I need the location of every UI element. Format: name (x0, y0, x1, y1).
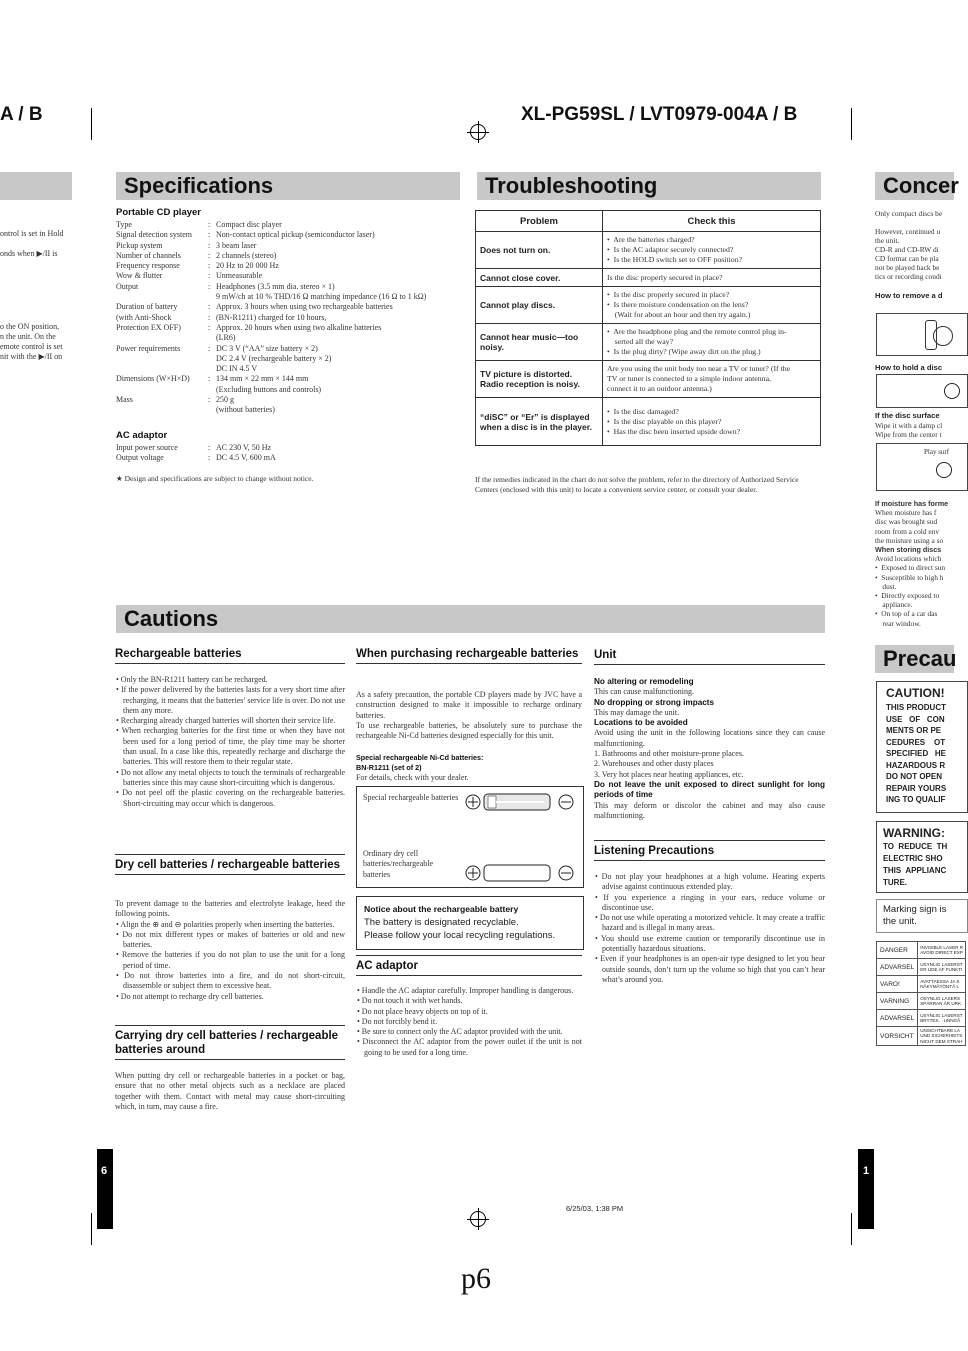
text-line: dust. (875, 581, 897, 591)
spec-colon (208, 364, 216, 374)
unit-heading: Unit (594, 648, 825, 665)
special-battery-label: Special rechargeable batteries (363, 793, 459, 802)
text-line: the moisture using a so (875, 535, 944, 545)
check-line: Are you using the unit body too near a TV or tuner? (If the (607, 364, 791, 373)
notice-line1: The battery is designated recyclable. (364, 917, 519, 928)
text-line: • Directly exposed to (875, 591, 940, 601)
list-item: • Even if your headphones is an open-air type designed to let you hear outside sounds, don’t turn up the volume so high that you can’t hear what’s around you. (595, 954, 825, 984)
check-line: TV or tuner is connected to a simple indoor antenna, (607, 374, 771, 383)
notice-line2: Please follow your local recycling regulations. (364, 930, 556, 941)
spec-row (116, 364, 461, 374)
spec-key: Power requirements (116, 343, 181, 353)
specifications-title: Specifications (124, 173, 274, 198)
spec-key: Frequency response (116, 261, 180, 271)
table-row (476, 287, 821, 324)
warning-title: WARNING: (883, 826, 945, 840)
text-line: ELECTRIC SHO (883, 854, 943, 863)
cautions-banner (116, 605, 825, 633)
unit-text3: Avoid using the unit in the following locations since they can cause malfunctioning. (594, 728, 825, 748)
play-surface-figure (876, 443, 968, 491)
spec-key: Output (116, 281, 139, 291)
list-item: • Do not throw batteries into a fire, and do not short-circuit, disassemble or subject them to excessive heat. (116, 971, 345, 991)
disc-icon (936, 462, 952, 478)
text-line: Only compact discs be (875, 209, 943, 218)
spec-row (116, 333, 461, 343)
purchasing-text: As a safety precaution, the portable CD players made by JVC have a construction designed to make it impossible to recharge ordinary batteries. To use rechargeable batteries, be absolutely sure to purchase the rechargeable Ni-Cd batteries designed especially for this unit. (356, 690, 582, 741)
registration-mark-top (470, 124, 486, 140)
dealer-text: For details, check with your dealer. (356, 773, 469, 782)
portable-heading: Portable CD player (116, 207, 201, 218)
unit-text4: This may deform or discolor the cabinet and may also cause malfunctioning. (594, 800, 825, 820)
check-cell (603, 324, 821, 361)
caution-box (876, 681, 968, 813)
spec-colon: : (208, 453, 211, 463)
text-line: • Exposed to direct sun (875, 563, 946, 573)
problem-cell: Cannot hear music—too noisy. (476, 324, 603, 361)
check-cell (603, 232, 821, 269)
cautions-title: Cautions (124, 606, 219, 631)
text-line (875, 218, 954, 227)
spec-value: 134 mm × 22 mm × 144 mm (216, 374, 309, 384)
check-line: • Are the batteries charged? (607, 235, 695, 244)
spec-colon: : (208, 220, 211, 229)
check-line: • Is the plug dirty? (Wipe away dirt on the plug.) (607, 347, 761, 356)
ordinary-battery-icon (464, 864, 576, 882)
check-cell (603, 269, 821, 287)
warning-lines (883, 841, 947, 889)
hold-disc-heading: How to hold a disc (875, 363, 943, 372)
warning-box (876, 821, 968, 893)
spec-key: Signal detection system (116, 230, 192, 240)
caution-title: CAUTION! (886, 686, 945, 700)
moisture-heading: If moisture has forme (875, 499, 949, 508)
spec-value: AC 230 V, 50 Hz (216, 443, 272, 452)
precautions-banner (875, 645, 957, 673)
concerns-text (875, 209, 954, 281)
caution-lines (886, 702, 946, 806)
drycell-heading: Dry cell batteries / rechargeable batteries (115, 854, 345, 875)
spec-row (116, 323, 461, 333)
check-line: • Is the HOLD switch set to OFF position? (607, 255, 743, 264)
check-line: Is the disc properly secured in place? (607, 272, 723, 282)
unit-text2: This may damage the unit. (594, 707, 680, 717)
spec-key: Dimensions (W×H×D) (116, 374, 190, 384)
check-line: • Is the disc damaged? (607, 406, 679, 416)
hand-icon (925, 320, 937, 350)
text-line: CEDURES OT (886, 737, 946, 747)
spec-colon: : (208, 322, 211, 332)
laser-label-row (877, 993, 966, 1010)
spec-key: Wow & flutter (116, 271, 163, 281)
ac-adaptor-list (356, 986, 582, 1058)
text-line: the unit. (875, 236, 900, 245)
text-line: not be played back be (875, 263, 940, 272)
spec-value: (Excluding buttons and controls) (216, 384, 322, 394)
spec-row (116, 405, 461, 415)
spec-value: DC 4.5 V, 600 mA (216, 453, 276, 463)
text-line: • On top of a car das (875, 609, 938, 619)
column-check: Check this (603, 211, 821, 232)
spec-colon (208, 385, 216, 395)
play-surface-label: Play surf (924, 448, 950, 456)
rechargeable-heading: Rechargeable batteries (115, 647, 345, 664)
spec-value: Compact disc player (216, 220, 282, 229)
unit-text1: This can cause malfunctioning. (594, 687, 694, 697)
list-item: • Do not play your headphones at a high volume. Hearing experts advise against continuous extended play. (595, 872, 825, 892)
disc-icon (944, 383, 960, 399)
concerns-banner (875, 172, 959, 200)
spec-colon: : (208, 302, 211, 312)
text-line: MENTS OR PE (886, 726, 942, 735)
spec-row (116, 261, 461, 271)
print-timestamp: 6/25/03, 1:38 PM (566, 1204, 624, 1213)
special-battery-icon (464, 793, 576, 811)
label-key: DANGER (877, 942, 918, 959)
carrying-heading: Carrying dry cell batteries / rechargeable batteries around (115, 1025, 345, 1060)
list-item: • When recharging batteries for the first time or when they have not been used for a long period of time, the play time may be shorter than usual. In a case like this, repeatedly recharge and discharge the batteries. This will restore them to their regular state. (116, 726, 345, 767)
text-line: appliance. (875, 600, 913, 610)
text-line: However, continued u (875, 227, 941, 236)
check-line: connect it to an outdoor antenna.) (607, 384, 712, 393)
crop-line (851, 108, 852, 140)
disc-surface-text: Wipe it with a damp cl Wipe from the center t (875, 421, 943, 439)
list-item: • Handle the AC adaptor carefully. Improper handling is dangerous. (357, 986, 574, 995)
precautions-title: Precau (883, 646, 957, 671)
column-problem: Problem (476, 211, 603, 232)
left-edge-text: ontrol is set in Hold onds when ▶/II is o the ON position, n the unit. On the emote control is set nit with the ▶/II on (0, 229, 64, 362)
label-key: ADVARSEL (877, 1010, 918, 1027)
spec-row (116, 251, 461, 261)
label-value: UNSICHTBARE LA UND SICHERHEITS NICHT DEM STRAH (918, 1027, 966, 1046)
check-line: (Wait for about an hour and then try again.) (607, 310, 751, 319)
list-item: • Do not peel off the plastic covering on the rechargeable batteries. Short-circuiting may occur which is dangerous. (116, 788, 345, 808)
spec-colon: : (208, 395, 211, 405)
spec-value: (BN-R1211) charged for 10 hours, (216, 312, 327, 322)
list-item: 3. Very hot places near heating appliances, etc. (594, 769, 744, 779)
special-label: Special rechargeable Ni-Cd batteries: (356, 753, 484, 762)
page-tab-right (858, 1149, 874, 1229)
page-number-right: 1 (863, 1165, 870, 1177)
check-line: • Is the disc properly secured in place? (607, 290, 730, 299)
list-item: • Do not touch it with wet hands. (357, 996, 463, 1006)
spec-colon (208, 292, 216, 302)
spec-colon: : (208, 261, 211, 271)
spec-colon: : (208, 343, 211, 353)
check-line: • Is there moisture condensation on the lens? (607, 300, 749, 309)
check-cell (603, 287, 821, 324)
ac-spec-list (116, 443, 461, 464)
spec-row (116, 313, 461, 323)
spec-colon: : (208, 443, 211, 452)
rechargeable-list (115, 675, 345, 809)
drycell-intro: To prevent damage to the batteries and electrolyte leakage, heed the following points. (115, 899, 345, 919)
list-item: • Do not mix different types or makes of batteries or old and new batteries. (116, 929, 345, 950)
list-item: • If you experience a ringing in your ears, reduce volume or discontinue use. (595, 892, 825, 912)
moisture-text (875, 499, 948, 628)
spec-value: 9 mW/ch at 10 % THD/16 Ω matching impedance (16 Ω to 1 kΩ) (216, 292, 427, 302)
spec-row (116, 302, 461, 312)
spec-row (116, 374, 461, 384)
spec-row (116, 443, 461, 453)
list-item: • Align the ⊕ and ⊖ polarities properly when inserting the batteries. (116, 919, 335, 929)
spec-key: Input power source (116, 443, 178, 452)
text-line: When moisture has f (875, 508, 937, 518)
spec-key: Mass (116, 395, 133, 405)
label-key: VORSICHT (877, 1027, 918, 1046)
troubleshooting-banner (477, 172, 821, 200)
laser-label-row (877, 976, 966, 993)
spec-value: Headphones (3.5 mm dia. stereo × 1) (216, 281, 335, 291)
list-item: 2. Warehouses and other dusty places (594, 759, 714, 769)
spec-value: 20 Hz to 20 000 Hz (216, 261, 279, 271)
spec-row (116, 230, 461, 240)
crop-line (91, 1213, 92, 1245)
page-tab-left (97, 1149, 113, 1229)
label-key: ADVARSEL (877, 959, 918, 976)
problem-cell: Cannot play discs. (476, 287, 603, 324)
marking-text: Marking sign is the unit. (883, 904, 947, 927)
spec-value: 3 beam laser (216, 240, 257, 250)
problem-cell: Cannot close cover. (476, 269, 603, 287)
label-key: VARNING (877, 993, 918, 1010)
page-label: p6 (461, 1262, 491, 1295)
label-value: INVISIBLE LASER R AVOID DIRECT EXP (918, 942, 966, 959)
list-item: • You should use extreme caution or temporarily discontinue use in potentially hazardous situations. (595, 933, 825, 954)
list-item: • Do not attempt to recharge dry cell batteries. (116, 991, 264, 1001)
crop-line (91, 108, 92, 140)
spec-key (116, 292, 208, 302)
storing-heading: When storing discs (875, 545, 942, 555)
text-line: USE OF CON (886, 714, 945, 724)
spec-row (116, 220, 461, 230)
spec-value: DC 3 V (“AA” size battery × 2) (216, 343, 318, 353)
carrying-text: When putting dry cell or rechargeable batteries in a pocket or bag, ensure that no other metal objects such as a necklace are placed together with them. Contact with metal may cause short-circuiting which, in turn, may cause a fire. (115, 1071, 345, 1111)
text-line: HAZARDOUS R (886, 760, 946, 770)
hold-disc-figure (876, 374, 968, 408)
text-line: Avoid locations which (875, 554, 942, 564)
spec-colon (208, 354, 216, 364)
laser-labels (876, 941, 966, 1046)
list-item: • If the power delivered by the batteries lasts for a very short time after recharging, it means that the batteries’ service life is over. Do not use them any more. (116, 685, 345, 715)
list-item: 1. Bathrooms and other moisture-prone places. (594, 749, 744, 759)
spec-colon: : (208, 250, 211, 260)
spec-key: Output voltage (116, 453, 164, 463)
remove-disc-heading: How to remove a d (875, 291, 943, 300)
spec-key: Number of channels (116, 250, 181, 260)
ac-adaptor-heading: AC adaptor (116, 430, 168, 441)
concerns-title: Concer (883, 173, 959, 198)
text-line: CD format can be pla (875, 254, 939, 263)
spec-key: (with Anti-Shock (116, 312, 172, 322)
text-line: room from a cold env (875, 526, 940, 536)
label-value: AVATTAESSA JA S NÄKYMÄTÖNTÄ L (918, 976, 966, 993)
spec-key: Pickup system (116, 240, 163, 250)
spec-key: Duration of battery (116, 302, 178, 312)
spec-colon: : (208, 281, 211, 291)
text-line: REPAIR YOURS (886, 783, 947, 793)
table-row (476, 269, 821, 287)
list-item: • Remove the batteries if you do not plan to use the unit for a long period of time. (116, 950, 345, 970)
disc-surface-heading: If the disc surface (875, 411, 940, 420)
spec-key: Type (116, 220, 132, 229)
spec-key (116, 364, 208, 374)
spec-row (116, 385, 461, 395)
table-row (476, 361, 821, 398)
label-key: VARO! (877, 976, 918, 993)
text-line: SPECIFIED HE (886, 749, 947, 758)
list-item: • Do not forcibly bend it. (357, 1016, 438, 1026)
marking-box (876, 899, 968, 933)
problem-cell: “diSC” or “Er” is displayed when a disc is in the player. (476, 398, 603, 446)
header-right-code: XL-PG59SL / LVT0979-004A / B (521, 104, 798, 125)
laser-label-row (877, 1027, 966, 1046)
specifications-banner (116, 172, 460, 200)
spec-value: (LR6) (216, 333, 236, 343)
spec-key (116, 385, 208, 395)
listening-list (594, 872, 825, 985)
check-line: • Are the headphone plug and the remote control plug in- (607, 327, 787, 336)
list-item: • Do not use while operating a motorized vehicle. It may create a traffic hazard and is illegal in many areas. (595, 913, 825, 933)
list-item: • Recharging already charged batteries will shorten their service life. (116, 716, 336, 726)
troubleshooting-title: Troubleshooting (485, 173, 658, 198)
text-line: • Susceptible to high h (875, 572, 944, 582)
text-line: THIS APPLIANC (883, 866, 947, 875)
spec-value: Approx. 20 hours when using two alkaline batteries (216, 322, 382, 332)
spec-colon: : (208, 230, 211, 240)
problem-cell: Does not turn on. (476, 232, 603, 269)
remove-disc-figure (876, 313, 968, 356)
unit-sub2: No dropping or strong impacts (594, 697, 715, 707)
list-item: • Be sure to connect only the AC adaptor provided with the unit. (357, 1027, 563, 1037)
spec-row (116, 292, 461, 302)
label-value: OSYNLIG LASERS SPÄRRAN ÄR URK (918, 993, 966, 1010)
header-left-code: A / B (0, 104, 43, 125)
check-line: • Has the disc been inserted upside down? (607, 426, 741, 436)
listening-heading: Listening Precautions (594, 840, 825, 861)
text-line: TO REDUCE TH (883, 842, 948, 851)
unit-sub3: Locations to be avoided (594, 718, 688, 728)
unit-sub1: No altering or remodeling (594, 677, 694, 686)
text-line: DO NOT OPEN (886, 772, 943, 781)
spec-value: DC 2.4 V (rechargeable battery × 2) (216, 353, 332, 363)
spec-value: Approx. 3 hours when using two rechargeable batteries (216, 302, 393, 312)
table-row (476, 324, 821, 361)
spec-row (116, 453, 461, 463)
text-line: rear window. (875, 618, 921, 628)
spec-value: Non-contact optical pickup (semiconductor laser) (216, 230, 375, 240)
table-row (476, 232, 821, 269)
spec-row (116, 344, 461, 354)
check-line: • Is the AC adaptor securely connected? (607, 245, 734, 254)
table-row (476, 398, 821, 446)
spec-key (116, 354, 208, 364)
troubleshooting-footer: If the remedies indicated in the chart do not solve the problem, refer to the directory of Authorized Service Centers (enclosed with this unit) to locate a convenient service center, or consult your dealer. (475, 475, 799, 495)
text-line: ING TO QUALIF (886, 795, 946, 804)
laser-label-row (877, 942, 966, 959)
spec-key (116, 333, 208, 343)
list-item: • Only the BN-R1211 battery can be recharged. (116, 675, 268, 684)
text-line: TURE. (883, 878, 907, 887)
special-model: BN-R1211 (set of 2) (356, 763, 422, 772)
spec-colon: : (208, 271, 211, 281)
check-line: • Is the disc playable on this player? (607, 416, 722, 426)
spec-key: Protection EX OFF) (116, 322, 181, 332)
drycell-body (115, 899, 345, 1002)
purchasing-heading: When purchasing rechargeable batteries (356, 647, 582, 664)
text-line: tics or recording condi (875, 272, 942, 281)
spec-note: ★ Design and specifications are subject to change without notice. (116, 474, 314, 483)
laser-label-row (877, 959, 966, 976)
spec-list (116, 220, 461, 416)
spec-row (116, 282, 461, 292)
list-item: • Disconnect the AC adaptor from the power outlet if the unit is not going to be used for a long time. (357, 1037, 582, 1057)
text-line: THIS PRODUCT (886, 703, 946, 712)
label-value: USYNLIG LASERST ER UDE AF FUNKTI (918, 959, 966, 976)
spec-colon (208, 405, 216, 415)
registration-mark-bottom (470, 1211, 486, 1227)
label-value: USYNLIG LASERST BRYTES. UNNGÅ (918, 1010, 966, 1027)
left-edge-banner (0, 172, 72, 200)
problem-cell: TV picture is distorted. Radio reception is noisy. (476, 361, 603, 398)
text-line: CD-R and CD-RW di (875, 245, 939, 254)
check-cell (603, 361, 821, 398)
check-line: serted all the way? (607, 337, 674, 346)
spec-row (116, 271, 461, 281)
notice-box (356, 896, 584, 950)
laser-label-row (877, 1010, 966, 1027)
spec-value: DC IN 4.5 V (216, 364, 258, 374)
crop-line (851, 1213, 852, 1245)
troubleshooting-table (475, 210, 821, 446)
spec-colon (208, 333, 216, 343)
check-cell (603, 398, 821, 446)
list-item: • Do not allow any metal objects to touch the terminals of rechargeable batteries since this may cause short-circuiting which is dangerous. (116, 767, 345, 787)
notice-title: Notice about the rechargeable battery (364, 904, 519, 914)
spec-key (116, 405, 208, 415)
spec-value: 2 channels (stereo) (216, 250, 277, 260)
ac-adaptor-caution-heading: AC adaptor (356, 955, 582, 976)
spec-colon: : (208, 240, 211, 250)
text-line: disc was brought sud (875, 517, 938, 527)
spec-row (116, 395, 461, 405)
spec-value: 250 g (216, 395, 234, 405)
unit-sub4: Do not leave the unit exposed to direct sunlight for long periods of time (594, 779, 825, 800)
spec-row (116, 354, 461, 364)
ordinary-battery-label: Ordinary dry cell batteries/rechargeable batteries (363, 849, 434, 879)
spec-colon: : (208, 312, 211, 322)
page-number-left: 6 (101, 1165, 108, 1177)
spec-row (116, 241, 461, 251)
battery-figure (356, 786, 584, 888)
list-item: • Do not place heavy objects on top of it. (357, 1006, 488, 1016)
spec-value: Unmeasurable (216, 271, 263, 281)
unit-body (594, 677, 825, 821)
spec-value: (without batteries) (216, 405, 275, 415)
spec-colon: : (208, 374, 211, 384)
